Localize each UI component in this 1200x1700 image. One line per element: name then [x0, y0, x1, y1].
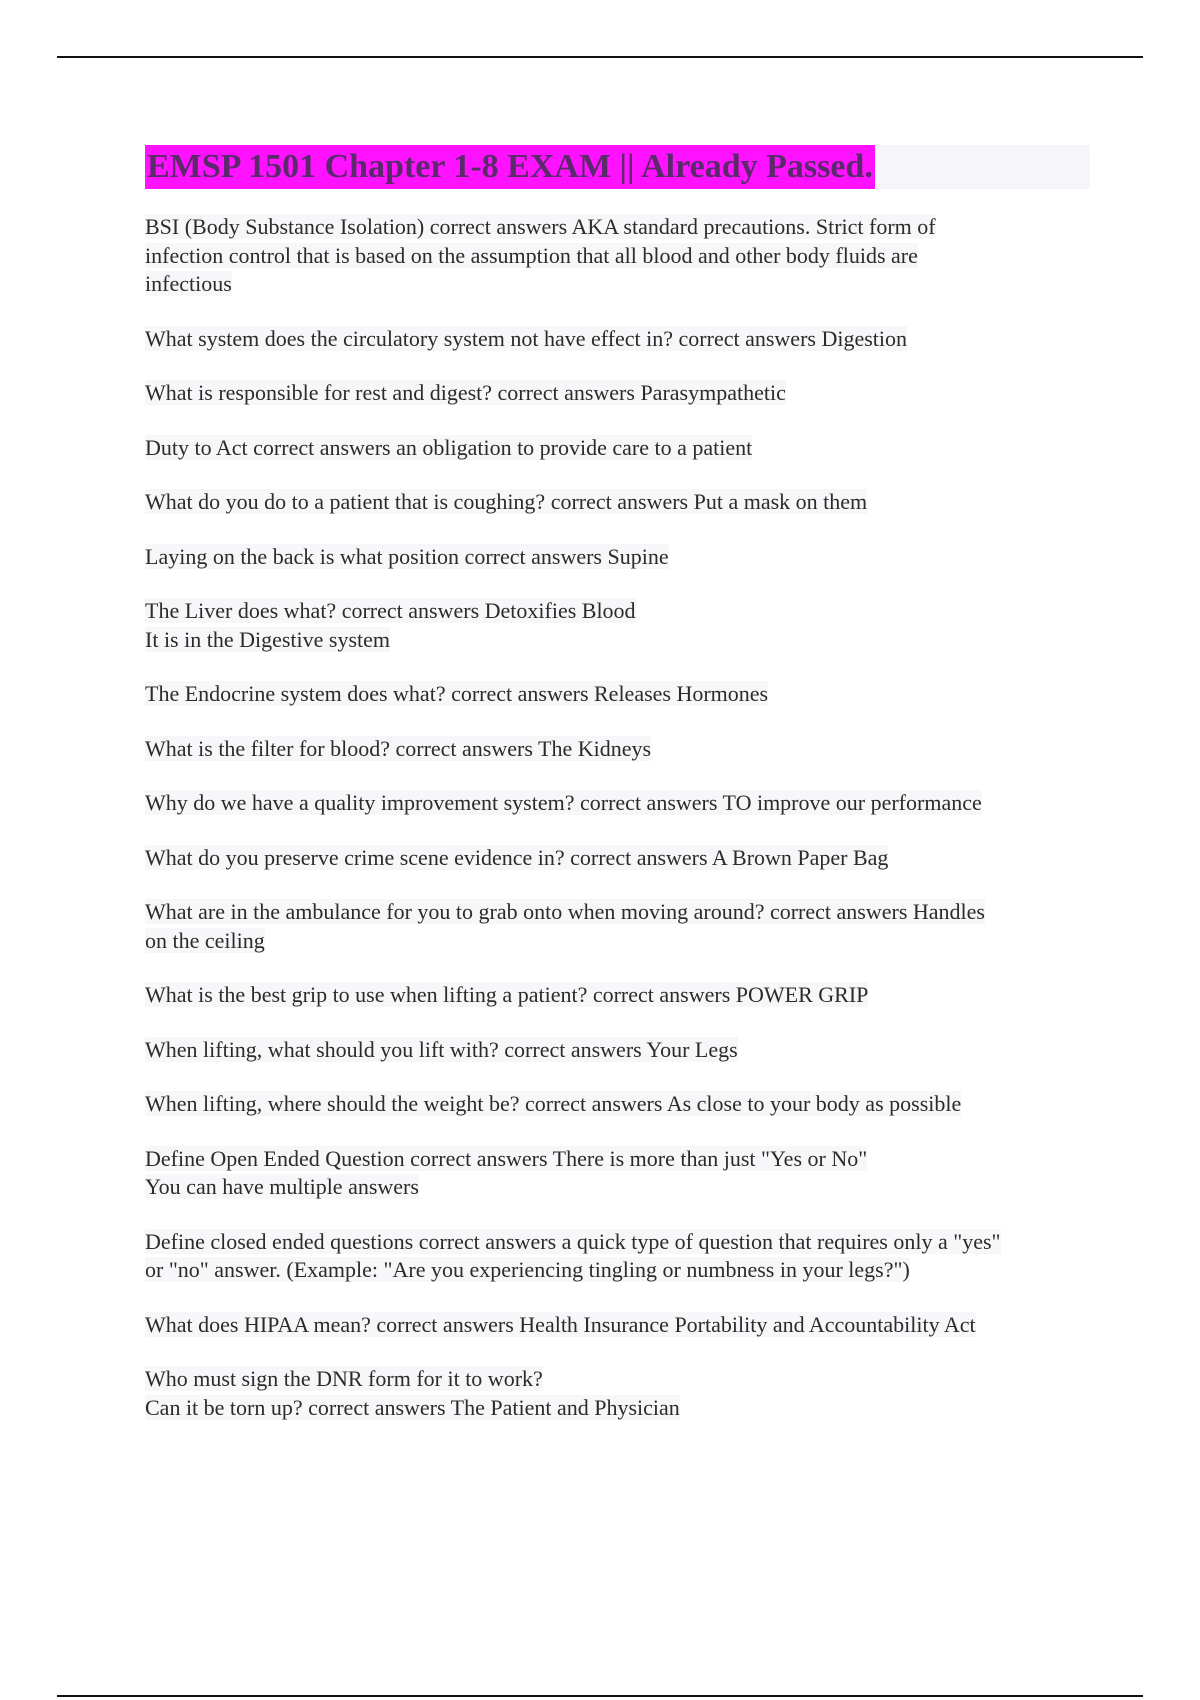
qa-list: [145, 213, 1090, 1422]
qa-text: What is responsible for rest and digest? correct answers Parasympathetic: [145, 380, 786, 405]
qa-item: [145, 488, 1090, 517]
qa-item: [145, 543, 1090, 572]
title-bar: [145, 145, 1090, 189]
qa-text: Who must sign the DNR form for it to work? Can it be torn up? correct answers The Patient and Physician: [145, 1366, 680, 1420]
qa-text: BSI (Body Substance Isolation) correct answers AKA standard precautions. Strict form of infection control that is based on the assumption that all blood and other body fluids are infectious: [145, 214, 936, 296]
qa-text: What system does the circulatory system not have effect in? correct answers Digestion: [145, 325, 908, 351]
qa-text: What is the filter for blood? correct answers The Kidneys: [145, 735, 652, 761]
qa-text: Laying on the back is what position correct answers Supine: [145, 543, 669, 569]
qa-text: When lifting, where should the weight be? correct answers As close to your body as possible: [145, 1091, 962, 1116]
qa-item: [145, 735, 1090, 764]
qa-text: When lifting, what should you lift with? correct answers Your Legs: [145, 1036, 738, 1062]
qa-item: [145, 1145, 1090, 1202]
qa-text: What do you do to a patient that is coughing? correct answers Put a mask on them: [145, 489, 868, 514]
qa-item: [145, 597, 1090, 654]
qa-text: The Liver does what? correct answers Detoxifies Blood It is in the Digestive system: [145, 598, 636, 652]
qa-item: [145, 680, 1090, 709]
qa-item: [145, 213, 1090, 299]
qa-item: [145, 981, 1090, 1010]
qa-item: [145, 379, 1090, 408]
footer-rule: [57, 1695, 1143, 1697]
qa-item: [145, 325, 1090, 354]
qa-text: What does HIPAA mean? correct answers Health Insurance Portability and Accountability Act: [145, 1311, 976, 1337]
qa-text: What are in the ambulance for you to grab onto when moving around? correct answers Handles on the ceiling: [145, 899, 985, 953]
qa-item: [145, 1365, 1090, 1422]
qa-text: Define Open Ended Question correct answers There is more than just "Yes or No" You can have multiple answers: [145, 1145, 868, 1199]
qa-item: [145, 1311, 1090, 1340]
document-title: EMSP 1501 Chapter 1-8 EXAM || Already Passed.: [145, 145, 875, 189]
qa-item: [145, 789, 1090, 818]
qa-text: What do you preserve crime scene evidence in? correct answers A Brown Paper Bag: [145, 844, 889, 870]
qa-text: Why do we have a quality improvement system? correct answers TO improve our performance: [145, 790, 982, 815]
qa-item: [145, 898, 1090, 955]
qa-text: The Endocrine system does what? correct answers Releases Hormones: [145, 681, 769, 706]
qa-text: What is the best grip to use when lifting a patient? correct answers POWER GRIP: [145, 982, 869, 1007]
qa-text: Define closed ended questions correct answers a quick type of question that requires only a "yes" or "no" answer. (Example: "Are you experiencing tingling or numbness in your legs?"): [145, 1228, 1001, 1282]
header-rule: [57, 56, 1143, 58]
document-body: [145, 145, 1090, 1448]
qa-item: [145, 434, 1090, 463]
qa-item: [145, 1090, 1090, 1119]
qa-text: Duty to Act correct answers an obligation to provide care to a patient: [145, 434, 753, 460]
qa-item: [145, 844, 1090, 873]
qa-item: [145, 1036, 1090, 1065]
qa-item: [145, 1228, 1090, 1285]
